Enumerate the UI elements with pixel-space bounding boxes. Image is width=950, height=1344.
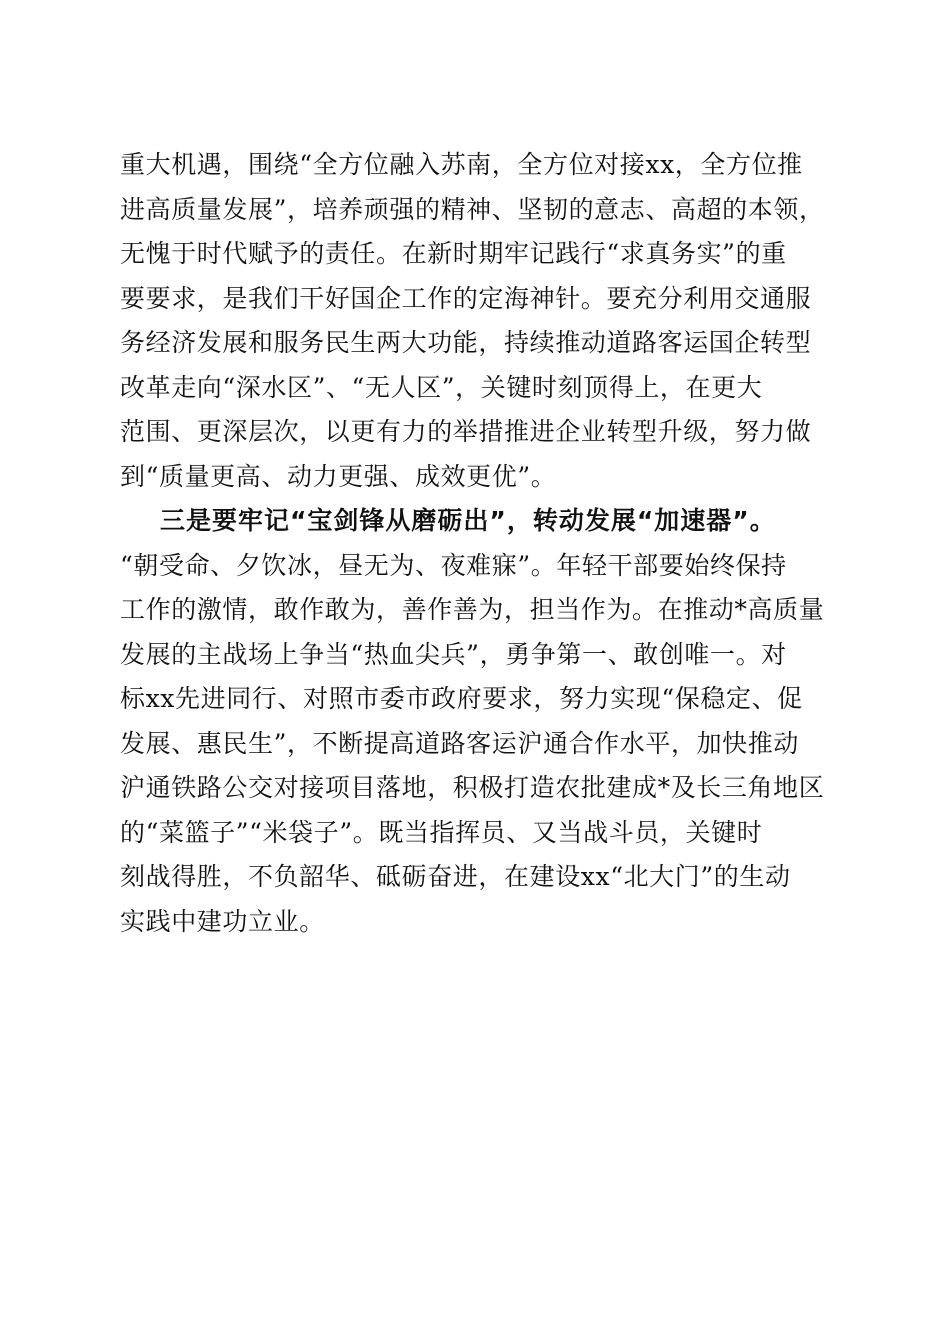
text-line: 标xx先进同行、对照市委市政府要求，努力实现“保稳定、促: [120, 684, 803, 713]
text-line: 实践中建功立业。: [120, 906, 325, 936]
paragraph-1: [120, 143, 832, 499]
text-line: 刻战得胜，不负韶华、砥砺奋进，在建设xx“北大门”的生动: [120, 862, 791, 891]
text-line: 到“质量更高、动力更强、成效更优”。: [120, 461, 557, 491]
text-line: 务经济发展和服务民生两大功能，持续推动道路客运国企转型: [120, 328, 812, 357]
text-line: “朝受命、夕饮冰，昼无为、夜难寐”。年轻干部要始终保持: [120, 550, 787, 580]
document-body: [120, 143, 832, 944]
text-line: 改革走向“深水区”、“无人区”，关键时刻顶得上，在更大: [120, 372, 763, 402]
text-line: 工作的激情，敢作敢为，善作善为，担当作为。在推动*高质量: [120, 595, 825, 624]
text-line: 无愧于时代赋予的责任。在新时期牢记践行“求真务实”的重: [120, 239, 787, 268]
text-line: 进高质量发展”，培养顽强的精神、坚韧的意志、高超的本领，: [120, 194, 825, 224]
text-line: 重大机遇，围绕“全方位融入苏南，全方位对接xx，全方位推: [120, 150, 803, 179]
paragraph-2: [120, 499, 832, 944]
text-line: 要要求，是我们干好国企工作的定海神针。要充分利用交通服: [120, 283, 812, 313]
text-line: 发展的主战场上争当“热血尖兵”，勇争第一、敢创唯一。对: [120, 639, 787, 669]
text-line: 的“菜篮子”“米袋子”。既当指挥员、又当战斗员，关键时: [120, 817, 763, 847]
section-heading: 三是要牢记“宝剑锋从磨砺出”，转动发展“加速器”。: [160, 506, 776, 535]
text-line: 范围、更深层次，以更有力的举措推进企业转型升级，努力做: [120, 417, 812, 446]
text-line: 沪通铁路公交对接项目落地，积极打造农批建成*及长三角地区: [120, 773, 825, 802]
text-line: 发展、惠民生”，不断提高道路客运沪通合作水平，加快推动: [120, 728, 799, 758]
